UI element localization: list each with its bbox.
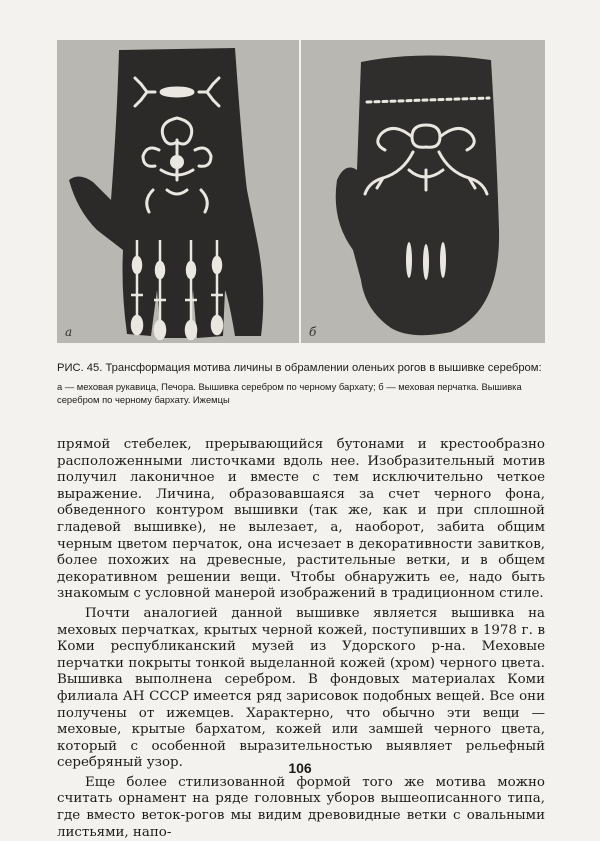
body-text [57,437,545,841]
figure-caption [57,361,545,406]
plate-label-a: а [65,325,73,339]
caption-detail: а — меховая рукавица, Печора. Вышивка серебром по черному бархату; б — меховая перчатка. Вышивка серебром по черному бархату. Ижемцы [57,381,522,405]
glove-illustration [57,40,299,343]
caption-title: РИС. 45. Трансформация мотива личины в обрамлении оленьих рогов в вышивке серебром: [57,362,542,374]
paragraph-3: Еще более стилизованной формой того же мотива можно считать орнамент на ряде головных уборов вышеописанного типа, где вместо веток-рогов мы видим древовидные ветки с овальными листьями, напо- [57,774,545,840]
mitten-illustration [301,40,545,343]
page-number: 106 [288,760,312,776]
paragraph-2: Почти аналогией данной вышивке является вышивка на меховых перчатках, крытых черной кожей, поступивших в 1978 г. в Коми республиканский музей из Удорского р-на. Меховые перчатки покрыты тонкой выделанной кожей (хром) черного цвета. Вышивка выполнена серебром. В фондовых материалах Коми филиала АН СССР имеется ряд зарисовок подобных вещей. Все они получены от ижемцев. Характерно, что обычно эти вещи — меховые, крытые бархатом, кожей или замшей черного цвета, который с особенной выразительностью выявляет рельефный серебряный узор. [57,605,545,771]
paragraph-1: прямой стебелек, прерывающийся бутонами и крестообразно расположенными листочками вдоль нее. Изобразительный мотив получил лаконичное и вместе с тем исключительно четкое выражение. Личина, образовавшаяся за счет черного фона, обведенного контуром вышивки (так же, как и при сплошной гладевой вышивке), не вылезает, а, наоборот, забита общим черным цветом перчаток, она исчезает в декоративности завитков, более похожих на древесные, растительные ветки, и в общем декоративном решении вещи. Чтобы обнаружить ее, надо быть знакомым с условной манерой изображений в традиционном стиле. [57,437,545,602]
plate-label-b: б [309,325,317,339]
figure-photo-mitten [301,40,545,343]
figure-photo-glove [57,40,299,343]
